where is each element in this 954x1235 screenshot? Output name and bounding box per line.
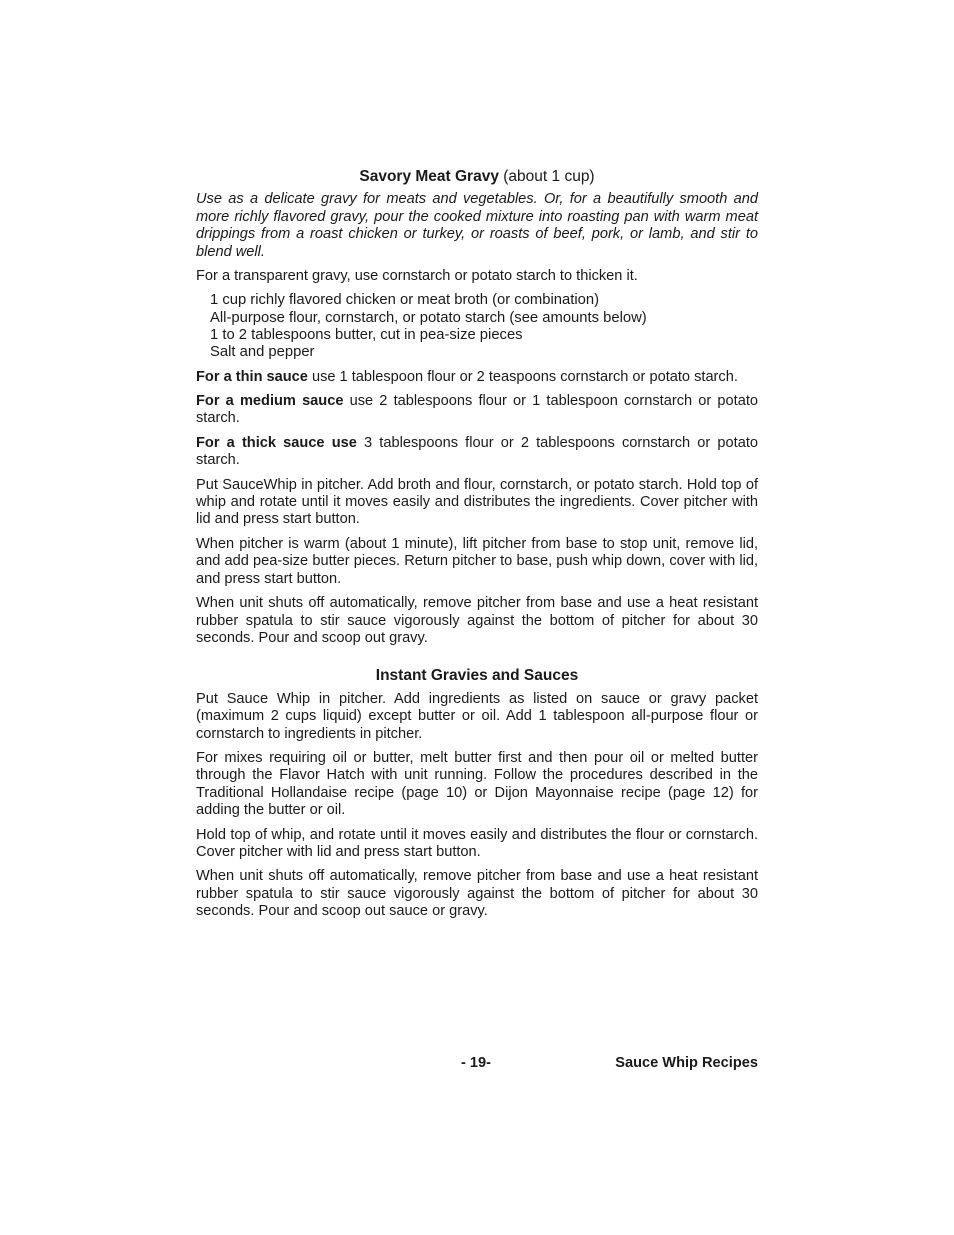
recipe-title-savory-meat-gravy xyxy=(196,168,758,185)
thick-sauce-text: 3 tablespoons flour or 2 tablespoons cornstarch or potato starch. xyxy=(196,434,758,469)
recipe2-paragraph: Hold top of whip, and rotate until it moves easily and distributes the flour or cornstarch. Cover pitcher with lid and press start button. xyxy=(196,826,758,860)
ingredient-item: 1 cup richly flavored chicken or meat broth (or combination) xyxy=(210,292,600,309)
recipe-step: Put SauceWhip in pitcher. Add broth and flour, cornstarch, or potato starch. Hold top of whip and rotate until it moves easily and distributes the ingredients. Cover pitcher with lid and press start button. xyxy=(196,476,758,528)
recipe-title-bold: Savory Meat Gravy xyxy=(359,168,499,185)
recipe2-title: Instant Gravies and Sauces xyxy=(375,667,579,685)
thick-sauce-label: For a thick sauce use xyxy=(196,434,357,451)
recipe-step: When pitcher is warm (about 1 minute), lift pitcher from base to stop unit, remove lid, and add pea-size butter pieces. Return pitcher to base, push whip down, cover with lid, and press start button. xyxy=(196,535,758,587)
page-content xyxy=(196,168,758,928)
thin-sauce-text: use 1 tablespoon flour or 2 teaspoons cornstarch or potato starch. xyxy=(307,368,738,385)
recipe-note: For a transparent gravy, use cornstarch or potato starch to thicken it. xyxy=(196,268,638,285)
recipe-step: When unit shuts off automatically, remove pitcher from base and use a heat resistant rubber spatula to stir sauce vigorously against the bottom of pitcher for about 30 seconds. Pour and scoop out gravy. xyxy=(196,595,758,646)
recipe-title-instant-gravies xyxy=(196,667,758,684)
thin-sauce-paragraph xyxy=(196,369,758,386)
ingredient-item: All-purpose flour, cornstarch, or potato starch (see amounts below) xyxy=(210,309,647,326)
ingredient-item: 1 to 2 tablespoons butter, cut in pea-size pieces xyxy=(210,327,523,344)
recipe-title-yield: (about 1 cup) xyxy=(498,168,595,185)
ingredient-item: Salt and pepper xyxy=(210,344,315,361)
ingredient-list xyxy=(210,292,758,361)
recipe2-paragraph: When unit shuts off automatically, remove pitcher from base and use a heat resistant rubber spatula to stir sauce vigorously against the bottom of pitcher for about 30 seconds. Pour and scoop out sauce or gravy. xyxy=(196,868,758,920)
medium-sauce-text: use 2 tablespoons flour or 1 tablespoon cornstarch or potato starch. xyxy=(196,393,759,427)
medium-sauce-paragraph xyxy=(196,393,758,428)
medium-sauce-label: For a medium sauce xyxy=(196,393,344,410)
recipe-intro: Use as a delicate gravy for meats and vegetables. Or, for a beautifully smooth and more richly flavored gravy, pour the cooked mixture into roasting pan with warm meat drippings from a roast chicken or turkey, or roasts of beef, pork, or lamb, and stir to blend well. xyxy=(196,191,758,260)
recipe2-paragraph: For mixes requiring oil or butter, melt butter first and then pour oil or melted butter through the Flavor Hatch with unit running. Follow the procedures described in the Traditional Hollandaise recipe (page 10) or Dijon Mayonnaise recipe (page 12) for adding the butter or oil. xyxy=(196,749,758,819)
page-number: - 19- xyxy=(461,1055,492,1071)
running-title: Sauce Whip Recipes xyxy=(615,1055,758,1071)
thin-sauce-label: For a thin sauce xyxy=(196,368,308,385)
recipe2-paragraph: Put Sauce Whip in pitcher. Add ingredients as listed on sauce or gravy packet (maximum 2 cups liquid) except butter or oil. Add 1 tablespoon all-purpose flour or cornstarch to ingredients in pitcher. xyxy=(196,690,758,742)
thick-sauce-paragraph xyxy=(196,435,758,470)
